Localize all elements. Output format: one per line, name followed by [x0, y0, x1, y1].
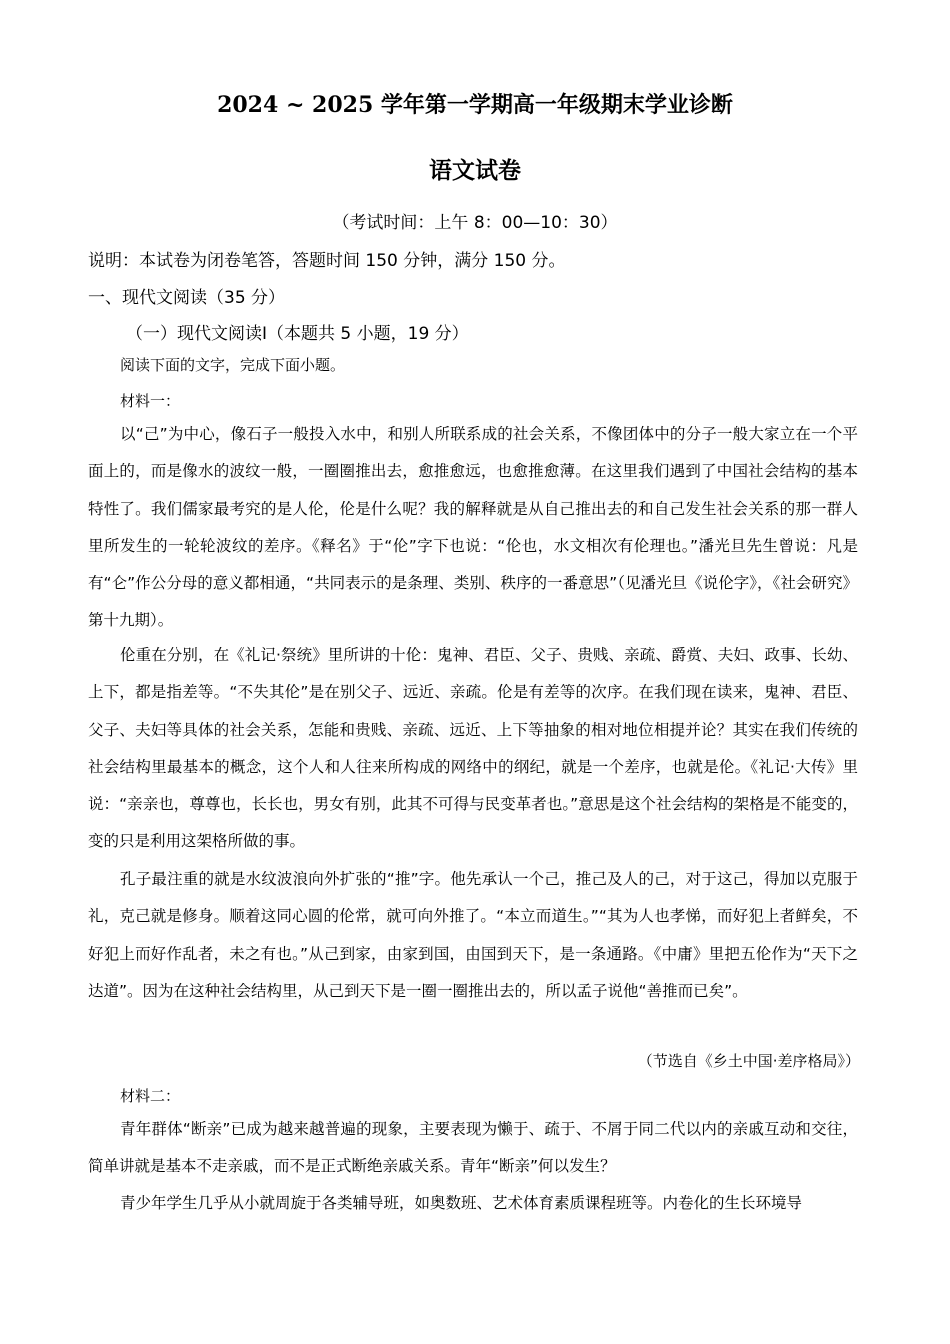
- material1-label: 材料一：: [120, 392, 181, 410]
- material1-paragraph-1: 以“己”为中心，像石子一般投入水中，和别人所联系成的社会关系，不像团体中的分子一般大家立在一个平面上的，而是像水的波纹一般，一圈圈推出去，愈推愈远，也愈推愈薄。在这里我们遇到了中国社会结构的基本特性了。我们儒家最考究的是人伦，伦是什么呢？我的解释就是从自己推出去的和自己发生社会关系的那一群人里所发生的一轮轮波纹的差序。《释名》于“伦”字下也说：“伦也，水文相次有伦理也。”潘光旦先生曾说：凡是有“仑”作公分母的意义都相通，“共同表示的是条理、类别、秩序的一番意思”（见潘光旦《说伦字》，《社会研究》第十九期）。: [88, 425, 858, 630]
- instructions: 说明：本试卷为闭卷笔答，答题时间 150 分钟，满分 150 分。: [88, 251, 566, 271]
- material2-label: 材料二：: [120, 1087, 181, 1105]
- exam-time: （考试时间：上午 8：00—10：30）: [332, 213, 618, 233]
- section-heading: 一、现代文阅读（35 分）: [88, 288, 286, 308]
- material1-paragraph-3: 孔子最注重的就是水纹波浪向外扩张的“推”字。他先承认一个己，推己及人的己，对于这己，得加以克服于礼，克己就是修身。顺着这同心圆的伦常，就可向外推了。“本立而道生。”“其为人也孝悌，而好犯上者鲜矣，不好犯上而好作乱者，未之有也。”从己到家，由家到国，由国到天下，是一条通路。《中庸》里把五伦作为“天下之达道”。因为在这种社会结构里，从己到天下是一圈一圈推出去的，所以孟子说他“善推而已矣”。: [88, 870, 858, 1000]
- reading-prompt: 阅读下面的文字，完成下面小题。: [120, 356, 346, 374]
- material1-paragraph-2: 伦重在分别，在《礼记·祭统》里所讲的十伦：鬼神、君臣、父子、贵贱、亲疏、爵赏、夫妇、政事、长幼、上下，都是指差等。“不失其伦”是在别父子、远近、亲疏。伦是有差等的次序。在我们现在读来，鬼神、君臣、父子、夫妇等具体的社会关系，怎能和贵贱、亲疏、远近、上下等抽象的相对地位相提并论？其实在我们传统的社会结构里最基本的概念，这个人和人往来所构成的网络中的纲纪，就是一个差序，也就是伦。《礼记·大传》里说：“亲亲也，尊尊也，长长也，男女有别，此其不可得与民变革者也。”意思是这个社会结构的架格是不能变的，变的只是利用这架格所做的事。: [88, 646, 858, 851]
- material1-source: （节选自《乡土中国·差序格局》）: [637, 1052, 860, 1070]
- exam-title: 2024 ~ 2025 学年第一学期高一年级期末学业诊断: [217, 92, 733, 118]
- subsection-heading: （一）现代文阅读Ⅰ（本题共 5 小题，19 分）: [126, 324, 469, 344]
- material2-paragraph-1: 青年群体“断亲”已成为越来越普遍的现象，主要表现为懒于、疏于、不屑于同二代以内的亲戚互动和交往，简单讲就是基本不走亲戚，而不是正式断绝亲戚关系。青年“断亲”何以发生？: [88, 1120, 858, 1176]
- material2-paragraph-2: 青少年学生几乎从小就周旋于各类辅导班，如奥数班、艺术体育素质课程班等。内卷化的生长环境导: [120, 1194, 803, 1212]
- exam-subtitle: 语文试卷: [429, 157, 521, 184]
